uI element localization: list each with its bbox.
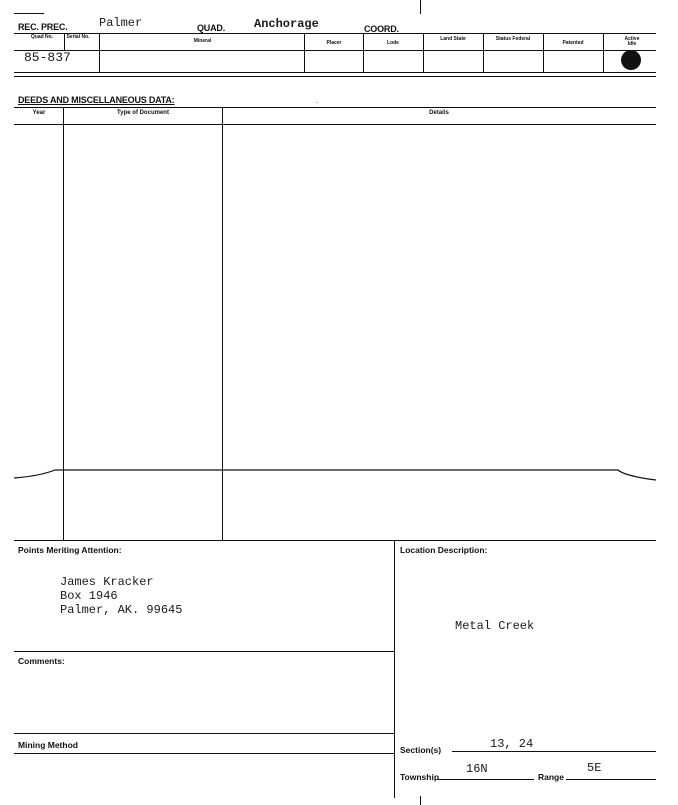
col-active-idle: Active Idle [624,36,640,47]
township-line [438,779,534,780]
location-value: Metal Creek [455,619,535,633]
div-placer [304,33,305,73]
comments-label: Comments: [18,656,65,666]
coord-label: COORD. [364,24,399,34]
col-lode: Lode [387,40,399,46]
col-quad-no: Quad No. [30,34,54,40]
quad-serial-value: 85-837 [24,50,71,65]
div-lode [363,33,364,73]
deeds-col-year: Year [32,110,46,116]
col-patented: Patented [562,40,584,46]
record-underline [14,76,656,77]
mining-underline [14,753,394,754]
points-line-2: Box 1946 [60,589,118,603]
div-mineral [99,33,100,73]
deeds-bottom-rule [14,540,656,541]
col-land-state: Land State [440,36,466,42]
rec-prec-value: Palmer [99,16,143,30]
mining-rule [14,733,394,734]
top-tick [420,0,421,14]
section-value: 13, 24 [490,737,534,751]
div-status [483,33,484,73]
comments-rule [14,651,394,652]
col-placer: Placer [326,40,342,46]
deeds-head-top [14,107,656,108]
points-label: Points Meriting Attention: [18,545,122,555]
quad-label: QUAD. [197,23,225,33]
record-rule [14,72,656,73]
div-serial [64,33,65,51]
deeds-col-details: Details [429,110,449,116]
range-value: 5E [587,761,602,775]
deeds-col-type: Type of Document [117,110,169,116]
range-line [566,779,656,780]
col-serial-no: Serial No. [66,34,90,40]
location-label: Location Description: [400,545,488,555]
div-land [423,33,424,73]
lower-divider [394,540,395,798]
points-line-1: James Kracker [60,575,154,589]
header-rule [14,33,656,34]
div-active [603,33,604,73]
col-mineral: Mineral [193,38,212,44]
stray-mark: . [316,96,319,105]
fold-line [0,460,678,490]
bottom-tick [420,796,421,805]
deeds-head-bottom [14,124,656,125]
col-status-federal: Status Federal [495,36,531,42]
div-patented [543,33,544,73]
active-mark [621,50,641,70]
township-value: 16N [466,762,488,776]
section-label: Section(s) [400,745,442,755]
section-line [452,751,656,752]
range-label: Range [538,772,564,782]
rec-prec-label: REC. PREC. [18,22,68,32]
points-line-3: Palmer, AK. 99645 [60,603,183,617]
deeds-title: DEEDS AND MISCELLANEOUS DATA: [18,95,175,105]
colhead-rule [14,50,656,51]
top-rule [14,13,44,14]
township-label: Township [400,772,440,782]
mining-label: Mining Method [18,740,78,750]
quad-value: Anchorage [254,17,319,31]
